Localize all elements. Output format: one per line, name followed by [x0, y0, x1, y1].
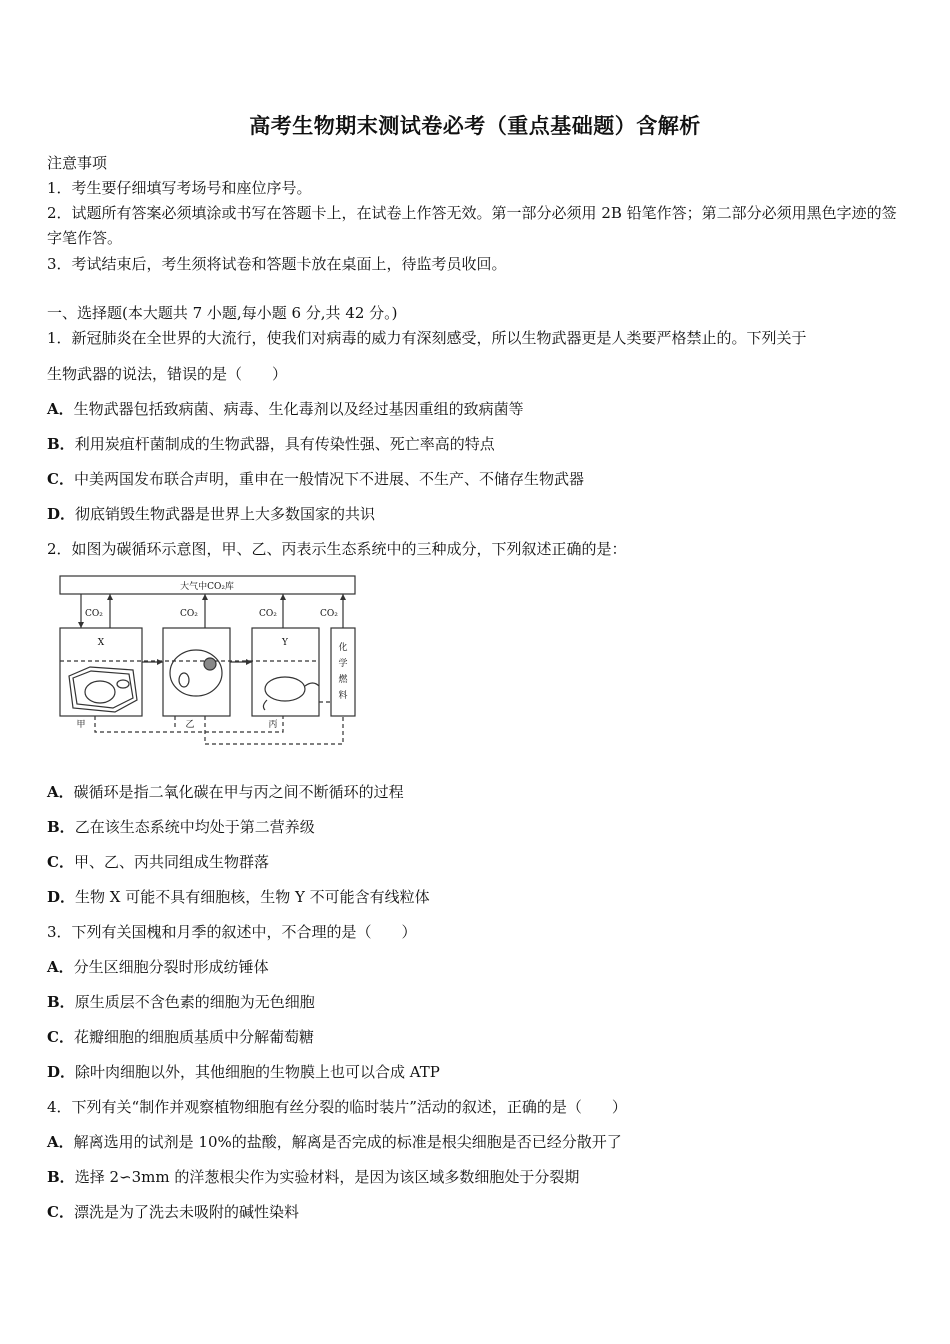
bing-label: 丙 [268, 720, 278, 730]
q4-option-c[interactable] [47, 1202, 299, 1222]
option-letter: A． [47, 1133, 74, 1151]
q3-stem: 3．下列有关国槐和月季的叙述中，不合理的是（ ） [47, 923, 417, 941]
option-text: 乙在该生态系统中均处于第二营养级 [74, 818, 315, 836]
fuel-char: 料 [338, 691, 348, 701]
jia-label: 甲 [76, 720, 86, 730]
option-text: 中美两国发布联合声明，重申在一般情况下不进展、不生产、不储存生物武器 [73, 470, 584, 488]
section-heading: 一、选择题(本大题共 7 小题,每小题 6 分,共 42 分。) [47, 304, 398, 322]
q1-option-d[interactable] [47, 504, 375, 524]
co2-pool-label: 大气中CO₂库 [180, 582, 234, 592]
co2-label: CO₂ [85, 609, 103, 619]
q2-option-d[interactable] [47, 887, 430, 907]
option-text: 选择 2∽3mm 的洋葱根尖作为实验材料，是因为该区域多数细胞处于分裂期 [74, 1168, 580, 1186]
option-letter: A． [47, 400, 74, 418]
q1-option-a[interactable] [47, 399, 524, 419]
option-letter: D． [47, 1063, 76, 1081]
notice-item-3: 3．考试结束后，考生须将试卷和答题卡放在桌面上，待监考员收回。 [47, 255, 507, 273]
q1-option-c[interactable] [47, 469, 584, 489]
option-letter: B． [47, 1168, 75, 1186]
q3-option-a[interactable] [47, 957, 269, 977]
fuel-char: 燃 [338, 675, 348, 685]
notice-heading: 注意事项 [47, 154, 108, 172]
option-text: 分生区细胞分裂时形成纺锤体 [73, 958, 269, 976]
fuel-char: 化 [338, 643, 348, 653]
option-text: 彻底销毁生物武器是世界上大多数国家的共识 [75, 505, 376, 523]
option-text: 漂洗是为了洗去未吸附的碱性染料 [73, 1203, 299, 1221]
q2-option-a[interactable] [47, 782, 404, 802]
page-title: 高考生物期末测试卷必考（重点基础题）含解析 [249, 113, 701, 138]
co2-label: CO₂ [259, 609, 277, 619]
option-letter: A． [47, 958, 74, 976]
option-text: 生物武器包括致病菌、病毒、生化毒剂以及经过基因重组的致病菌等 [73, 400, 524, 418]
option-text: 除叶肉细胞以外，其他细胞的生物膜上也可以合成 ATP [75, 1063, 440, 1081]
y-label: Y [282, 638, 288, 648]
carbon-cycle-diagram [55, 572, 360, 750]
yi-label: 乙 [185, 720, 195, 730]
q4-option-a[interactable] [47, 1132, 622, 1152]
q3-option-d[interactable] [47, 1062, 440, 1082]
option-letter: C． [47, 853, 74, 871]
x-label: X [97, 638, 105, 648]
fuel-char: 学 [338, 659, 348, 669]
q3-option-c[interactable] [47, 1027, 314, 1047]
option-text: 解离选用的试剂是 10%的盐酸，解离是否完成的标准是根尖细胞是否已经分散开了 [73, 1133, 622, 1151]
option-letter: C． [47, 1028, 74, 1046]
option-text: 生物 X 可能不具有细胞核，生物 Y 不可能含有线粒体 [75, 888, 430, 906]
q1-stem: 1．新冠肺炎在全世界的大流行，使我们对病毒的威力有深刻感受，所以生物武器更是人类要严格禁止的。下列关于 [47, 329, 807, 347]
option-letter: A． [47, 783, 74, 801]
option-letter: B． [47, 818, 75, 836]
option-letter: C． [47, 1203, 74, 1221]
option-letter: B． [47, 993, 75, 1011]
fuel-box [331, 628, 355, 716]
option-letter: D． [47, 888, 76, 906]
q1-option-b[interactable] [47, 434, 495, 454]
co2-label: CO₂ [320, 609, 338, 619]
option-letter: D． [47, 505, 76, 523]
q3-option-b[interactable] [47, 992, 315, 1012]
option-text: 甲、乙、丙共同组成生物群落 [73, 853, 269, 871]
notice-item-1: 1．考生要仔细填写考场号和座位序号。 [47, 179, 312, 197]
q4-option-b[interactable] [47, 1167, 579, 1187]
option-letter: C． [47, 470, 74, 488]
q4-stem: 4．下列有关“制作并观察植物细胞有丝分裂的临时装片”活动的叙述，正确的是（ ） [47, 1098, 627, 1116]
notice-item-2: 2．试题所有答案必须填涂或书写在答题卡上，在试卷上作答无效。第一部分必须用 2B 铅笔作答；第二部分必须用黑色字迹的签字笔作答。 [47, 204, 897, 247]
option-text: 花瓣细胞的细胞质基质中分解葡萄糖 [73, 1028, 314, 1046]
q2-stem: 2．如图为碳循环示意图，甲、乙、丙表示生态系统中的三种成分，下列叙述正确的是： [47, 540, 627, 558]
yi-box [163, 628, 230, 716]
option-letter: B． [47, 435, 75, 453]
q1-stem-cont: 生物武器的说法，错误的是（ ） [47, 365, 288, 383]
option-text: 碳循环是指二氧化碳在甲与丙之间不断循环的过程 [73, 783, 404, 801]
co2-label: CO₂ [180, 609, 198, 619]
option-text: 原生质层不含色素的细胞为无色细胞 [74, 993, 315, 1011]
q2-option-b[interactable] [47, 817, 315, 837]
q2-option-c[interactable] [47, 852, 269, 872]
option-text: 利用炭疽杆菌制成的生物武器，具有传染性强、死亡率高的特点 [74, 435, 495, 453]
